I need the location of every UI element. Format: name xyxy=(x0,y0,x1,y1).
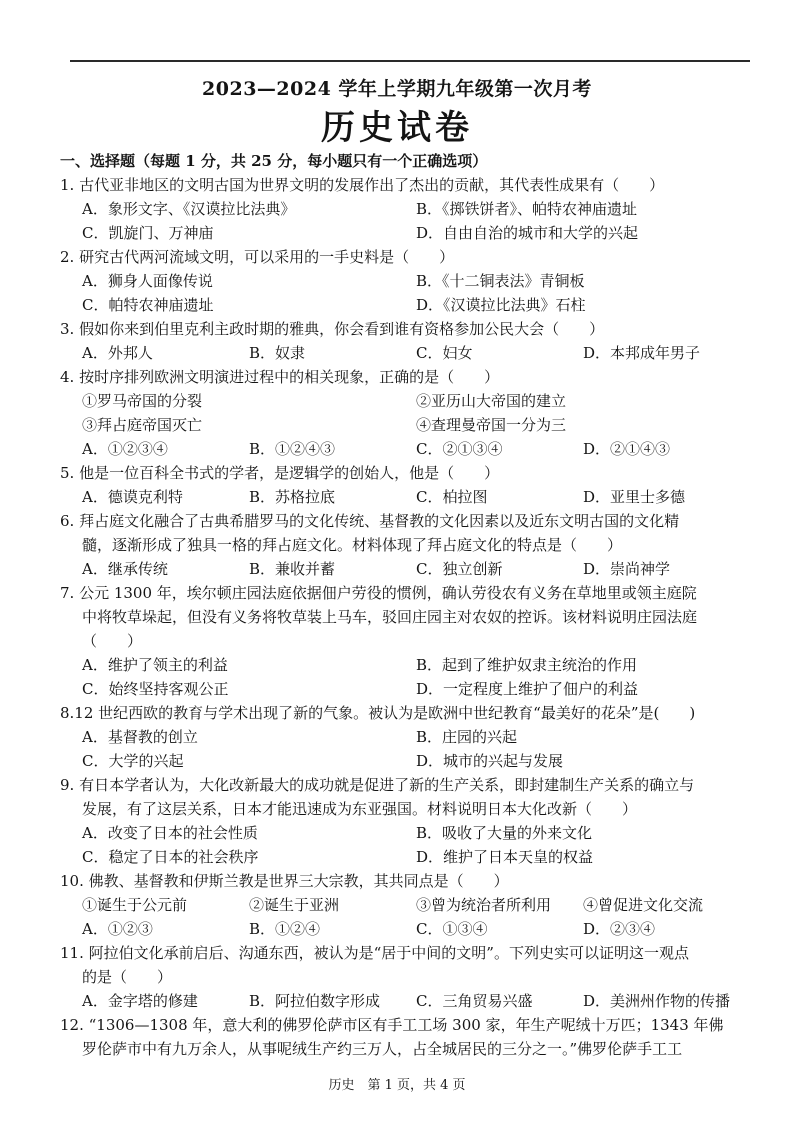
option-d: D．美洲州作物的传播 xyxy=(583,992,731,1010)
option-a: A．基督教的创立 xyxy=(82,728,198,746)
statement-item: ①罗马帝国的分裂 xyxy=(82,392,203,410)
header-rule xyxy=(70,60,750,62)
option-b: B．兼收并蓄 xyxy=(249,560,336,578)
option-list xyxy=(60,485,750,509)
option-a: A．金字塔的修建 xyxy=(82,992,198,1010)
question-stem: 5. 他是一位百科全书式的学者，是逻辑学的创始人，他是（ ） xyxy=(60,464,500,482)
question-stem: 11. 阿拉伯文化承前启后、沟通东西，被认为是“居于中间的文明”。下列史实可以证明这一观点 xyxy=(60,944,689,962)
question-stem-continued: 中将牧草垛起，但没有义务将牧草装上马车，驳回庄园主对农奴的控诉。该材料说明庄园法庭 xyxy=(82,608,698,626)
question-stem: 6. 拜占庭文化融合了古典希腊罗马的文化传统、基督教的文化因素以及近东文明古国的文化精 xyxy=(60,512,680,530)
option-list xyxy=(60,821,750,869)
option-list xyxy=(60,725,750,773)
option-list xyxy=(60,989,750,1013)
option-c: C．始终坚持客观公正 xyxy=(82,680,229,698)
option-a: A．改变了日本的社会性质 xyxy=(82,824,258,842)
question-stem: 4. 按时序排列欧洲文明演进过程中的相关现象，正确的是（ ） xyxy=(60,368,500,386)
option-list xyxy=(60,917,750,941)
option-a: A．德谟克利特 xyxy=(82,488,183,506)
option-d: D．一定程度上维护了佃户的利益 xyxy=(416,680,639,698)
statement-item: ③曾为统治者所利用 xyxy=(416,896,552,914)
option-d: D．②③④ xyxy=(583,920,656,938)
option-c: C．三角贸易兴盛 xyxy=(416,992,533,1010)
option-c: C．柏拉图 xyxy=(416,488,488,506)
option-c: C．独立创新 xyxy=(416,560,503,578)
option-c: C．大学的兴起 xyxy=(82,752,184,770)
question-stem: 8.12 世纪西欧的教育与学术出现了新的气象。被认为是欧洲中世纪教育“最美好的花朵”是( ) xyxy=(60,704,696,722)
option-b: B．庄园的兴起 xyxy=(416,728,518,746)
statement-item: ②诞生于亚洲 xyxy=(249,896,340,914)
question-list xyxy=(60,173,750,1061)
question-q7 xyxy=(60,581,750,701)
question-q1 xyxy=(60,173,750,245)
option-d: D．本邦成年男子 xyxy=(583,344,701,362)
question-q9 xyxy=(60,773,750,869)
question-stem-continued: 的是（ ） xyxy=(82,968,173,986)
option-c: C．凯旋门、万神庙 xyxy=(82,224,214,242)
question-q11 xyxy=(60,941,750,1013)
option-d: D．自由自治的城市和大学的兴起 xyxy=(416,224,639,242)
option-d: D．维护了日本天皇的权益 xyxy=(416,848,594,866)
option-list xyxy=(60,653,750,701)
option-b: B．①②④③ xyxy=(249,440,336,458)
question-q5 xyxy=(60,461,750,509)
section-title: 一、选择题（每题 1 分，共 25 分，每小题只有一个正确选项） xyxy=(60,152,488,170)
question-stem: 9. 有日本学者认为，大化改新最大的成功就是促进了新的生产关系，即封建制生产关系的确立与 xyxy=(60,776,695,794)
question-stem: 12. “1306—1308 年，意大利的佛罗伦萨市区有手工工场 300 家，年生产呢绒十万匹；1343 年佛 xyxy=(60,1016,724,1034)
question-q6 xyxy=(60,509,750,581)
question-stem: 3. 假如你来到伯里克利主政时期的雅典，你会看到谁有资格参加公民大会（ ） xyxy=(60,320,605,338)
option-b: B．《掷铁饼者》、帕特农神庙遗址 xyxy=(416,200,638,218)
option-c: C．稳定了日本的社会秩序 xyxy=(82,848,259,866)
statement-list xyxy=(60,389,750,437)
question-stem-continued: 发展，有了这层关系，日本才能迅速成为东亚强国。材料说明日本大化改新（ ） xyxy=(82,800,638,818)
statement-item: ④查理曼帝国一分为三 xyxy=(416,416,567,434)
question-stem-continued: 罗伦萨市中有九万余人，从事呢绒生产约三万人，占全城居民的三分之一。”佛罗伦萨手工工 xyxy=(82,1040,683,1058)
option-b: B．起到了维护奴隶主统治的作用 xyxy=(416,656,638,674)
option-c: C．妇女 xyxy=(416,344,473,362)
option-a: A．维护了领主的利益 xyxy=(82,656,228,674)
question-q4 xyxy=(60,365,750,461)
statement-item: ①诞生于公元前 xyxy=(82,896,188,914)
option-list xyxy=(60,341,750,365)
option-d: D．城市的兴起与发展 xyxy=(416,752,564,770)
statement-item: ②亚历山大帝国的建立 xyxy=(416,392,567,410)
question-q2 xyxy=(60,245,750,317)
option-a: A．①②③④ xyxy=(82,440,168,458)
option-list xyxy=(60,269,750,317)
option-c: C．帕特农神庙遗址 xyxy=(82,296,214,314)
option-b: B．①②④ xyxy=(249,920,321,938)
page-footer: 历史 第 1 页，共 4 页 xyxy=(328,1078,466,1093)
option-list xyxy=(60,437,750,461)
question-q10 xyxy=(60,869,750,941)
option-b: B．阿拉伯数字形成 xyxy=(249,992,381,1010)
option-a: A．继承传统 xyxy=(82,560,168,578)
exam-content xyxy=(60,150,750,1061)
exam-header xyxy=(0,76,794,150)
statement-item: ③拜占庭帝国灭亡 xyxy=(82,416,203,434)
option-d: D．亚里士多德 xyxy=(583,488,686,506)
option-d: D．②①④③ xyxy=(583,440,671,458)
option-list xyxy=(60,557,750,581)
option-b: B．苏格拉底 xyxy=(249,488,336,506)
option-a: A．①②③ xyxy=(82,920,153,938)
option-a: A．象形文字、《汉谟拉比法典》 xyxy=(82,200,296,218)
option-b: B．奴隶 xyxy=(249,344,306,362)
option-b: B．吸收了大量的外来文化 xyxy=(416,824,593,842)
option-c: C．①③④ xyxy=(416,920,488,938)
question-stem: 1. 古代亚非地区的文明古国为世界文明的发展作出了杰出的贡献，其代表性成果有（ ） xyxy=(60,176,665,194)
exam-title-main: 历史试卷 xyxy=(321,108,473,148)
option-c: C．②①③④ xyxy=(416,440,503,458)
question-stem: 10. 佛教、基督教和伊斯兰教是世界三大宗教，其共同点是（ ） xyxy=(60,872,509,890)
question-stem: 7. 公元 1300 年，埃尔顿庄园法庭依据佃户劳役的惯例，确认劳役农有义务在草地里或领主庭院 xyxy=(60,584,697,602)
option-a: A．狮身人面像传说 xyxy=(82,272,213,290)
statement-item: ④曾促进文化交流 xyxy=(583,896,704,914)
question-q3 xyxy=(60,317,750,365)
question-q12 xyxy=(60,1013,750,1061)
option-b: B．《十二铜表法》青铜板 xyxy=(416,272,585,290)
answer-blank: （ ） xyxy=(82,632,143,650)
question-q8 xyxy=(60,701,750,773)
option-a: A．外邦人 xyxy=(82,344,153,362)
option-d: D．崇尚神学 xyxy=(583,560,671,578)
question-stem: 2. 研究古代两河流域文明，可以采用的一手史料是（ ） xyxy=(60,248,455,266)
option-list xyxy=(60,197,750,245)
option-d: D．《汉谟拉比法典》石柱 xyxy=(416,296,586,314)
statement-list xyxy=(60,893,750,917)
question-stem-continued: 髓，逐渐形成了独具一格的拜占庭文化。材料体现了拜占庭文化的特点是（ ） xyxy=(82,536,623,554)
exam-title-line1: 2023—2024 学年上学期九年级第一次月考 xyxy=(202,78,592,100)
